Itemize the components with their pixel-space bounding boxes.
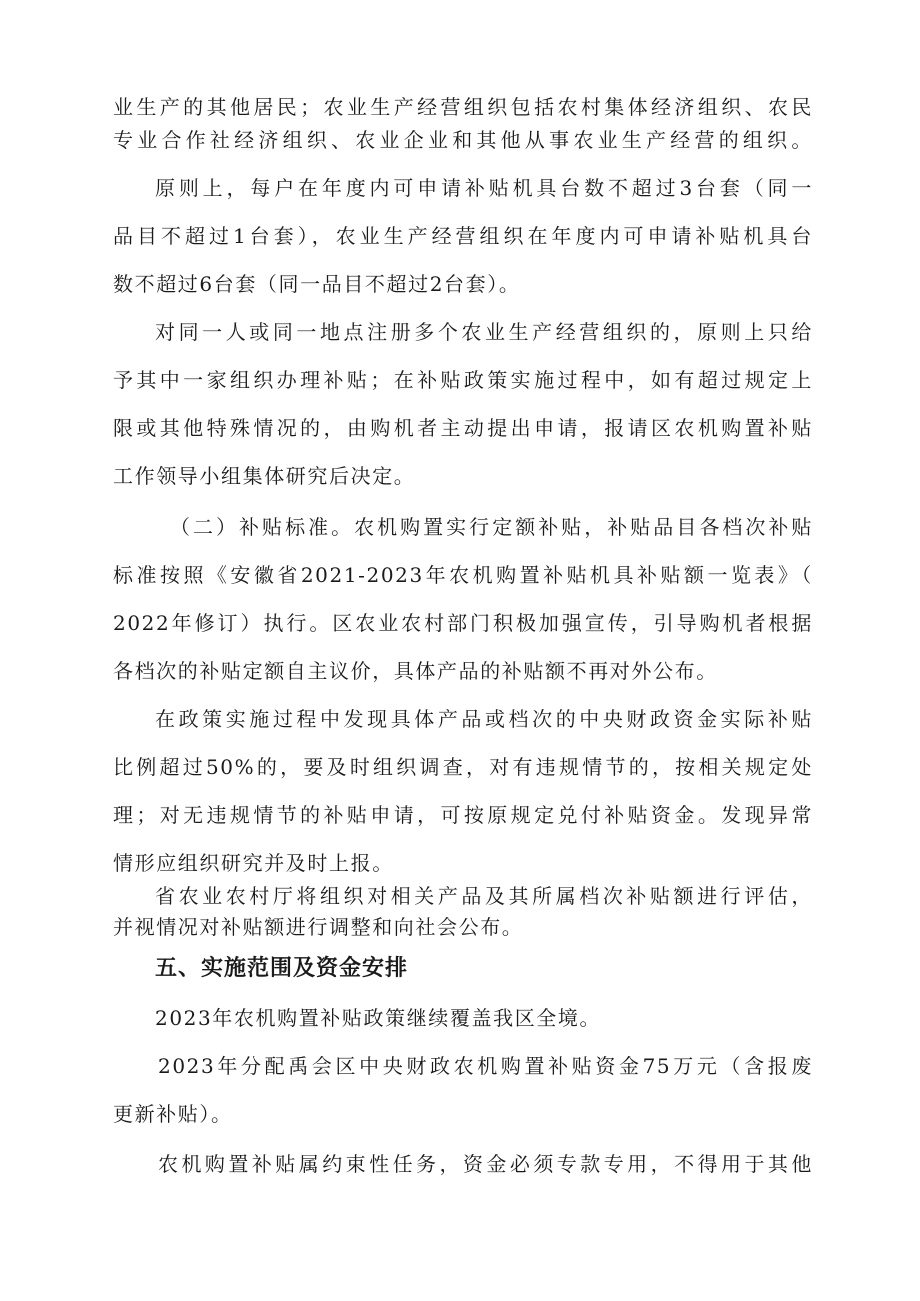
paragraph-line: 比例超过50%的，要及时组织调查，对有违规情节的，按相关规定处 xyxy=(113,755,813,779)
paragraph-line: 限或其他特殊情况的，由购机者主动提出申请，报请区农机购置补贴 xyxy=(113,416,813,440)
paragraph-line: 对同一人或同一地点注册多个农业生产经营组织的，原则上只给 xyxy=(155,320,813,344)
paragraph-line: 在政策实施过程中发现具体产品或档次的中央财政资金实际补贴 xyxy=(155,707,813,731)
paragraph-line: 业生产的其他居民；农业生产经营组织包括农村集体经济组织、农民 xyxy=(113,95,813,119)
paragraph-line: 情形应组织研究并及时上报。 xyxy=(113,851,394,875)
paragraph-line: 标准按照《安徽省2021-2023年农机购置补贴机具补贴额一览表》（ xyxy=(113,563,813,587)
paragraph-line: 2023年分配禹会区中央财政农机购置补贴资金75万元（含报废 xyxy=(158,1054,813,1078)
paragraph-line: 数不超过6台套（同一品目不超过2台套）。 xyxy=(113,272,521,296)
paragraph-line: 予其中一家组织办理补贴；在补贴政策实施过程中，如有超过规定上 xyxy=(113,368,813,392)
paragraph-line: 农机购置补贴属约束性任务，资金必须专款专用，不得用于其他 xyxy=(158,1152,813,1176)
paragraph-line: 2023年农机购置补贴政策继续覆盖我区全境。 xyxy=(155,1006,602,1030)
paragraph-line: 品目不超过1台套），农业生产经营组织在年度内可申请补贴机具台 xyxy=(113,224,813,248)
paragraph-line: 原则上，每户在年度内可申请补贴机具台数不超过3台套（同一 xyxy=(155,176,813,200)
paragraph-line: 省农业农村厅将组织对相关产品及其所属档次补贴额进行评估， xyxy=(155,884,813,908)
paragraph-line: 更新补贴）。 xyxy=(113,1102,233,1126)
paragraph-line: 并视情况对补贴额进行调整和向社会公布。 xyxy=(113,915,524,939)
paragraph-line: 工作领导小组集体研究后决定。 xyxy=(113,464,416,488)
paragraph-line: （二）补贴标准。农机购置实行定额补贴，补贴品目各档次补贴 xyxy=(170,515,813,539)
paragraph-line: 各档次的补贴定额自主议价，具体产品的补贴额不再对外公布。 xyxy=(113,659,718,683)
paragraph-line: 理；对无违规情节的补贴申请，可按原规定兑付补贴资金。发现异常 xyxy=(113,803,813,827)
paragraph-line: 专业合作社经济组织、农业企业和其他从事农业生产经营的组织。 xyxy=(113,128,813,152)
paragraph-line: 2022年修订）执行。区农业农村部门积极加强宣传，引导购机者根据 xyxy=(113,611,813,635)
section-heading: 五、实施范围及资金安排 xyxy=(155,956,409,981)
